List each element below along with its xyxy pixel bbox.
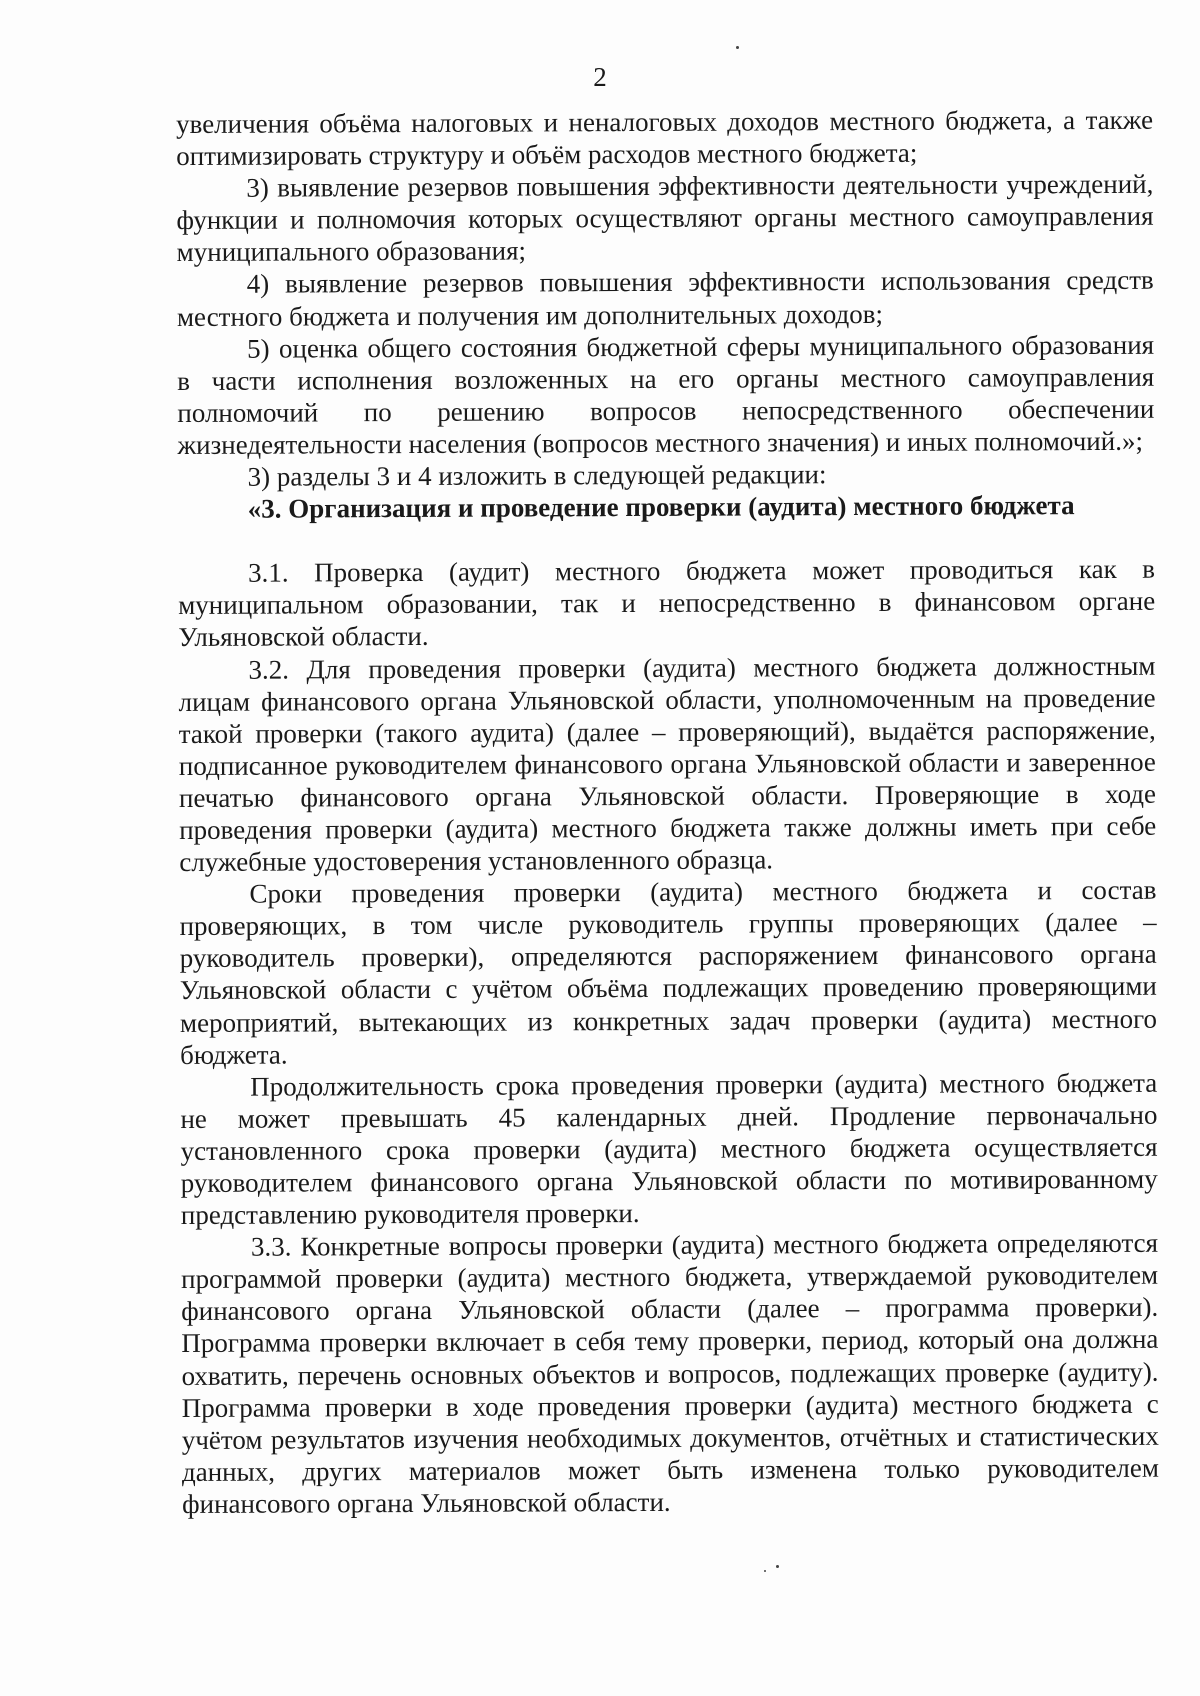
paragraph-continuation: увеличения объёма налоговых и неналоговых доходов местного бюджета, а также оптимизировать структуру и объём расходов местного бюджета; xyxy=(176,104,1154,172)
paragraph-item-3: 3) выявление резервов повышения эффективности деятельности учреждений, функции и полномочия которых осуществляют органы местного самоуправления муниципального образования; xyxy=(176,168,1154,268)
document-body xyxy=(176,104,1159,1520)
scan-speck xyxy=(736,46,739,49)
paragraph-3-2: 3.2. Для проведения проверки (аудита) местного бюджета должностным лицам финансового органа Ульяновской области, уполномоченным на проведение такой проверки (такого аудита) (далее – проверяющий), выдаётся распоряжение, подписанное руководителем финансового органа Ульяновской области и заверенное печатью финансового органа Ульяновской области. Проверяющие в ходе проведения проверки (аудита) местного бюджета также должны иметь при себе служебные удостоверения установленного образца. xyxy=(178,650,1157,878)
paragraph-item-5: 5) оценка общего состояния бюджетной сферы муниципального образования в части исполнения возложенных на его органы местного самоуправления полномочий по решению вопросов непосредственного обеспечении жизнедеятельности населения (вопросов местного значения) и иных полномочий.»; xyxy=(177,329,1155,460)
paragraph-amendment-3: 3) разделы 3 и 4 изложить в следующей редакции: xyxy=(247,459,827,492)
scan-speck xyxy=(776,1565,779,1568)
paragraph-3-2-terms: Сроки проведения проверки (аудита) местного бюджета и состав проверяющих, в том числе руководитель группы проверяющих (далее – руководитель проверки), определяются распоряжением финансового органа Ульяновской области с учётом объёма подлежащих проведению проверяющими мероприятий, вытекающих из конкретных задач проверки (аудита) местного бюджета. xyxy=(179,874,1158,1070)
paragraph-3-2-duration: Продолжительность срока проведения проверки (аудита) местного бюджета не может превышать 45 календарных дней. Продление первоначально установленного срока проверки (аудита) местного бюджета осуществляется руководителем финансового органа Ульяновской области по мотивированному представлению руководителя проверки. xyxy=(180,1067,1158,1231)
section-heading: «3. Организация и проведение проверки (аудита) местного бюджета xyxy=(247,490,1075,524)
paragraph-3-3: 3.3. Конкретные вопросы проверки (аудита) местного бюджета определяются программой проверки (аудита) местного бюджета, утверждаемой руководителем финансового органа Ульяновской области (далее – программа проверки). Программа проверки включает в себя тему проверки, период, который она должна охватить, перечень основных объектов и вопросов, подлежащих проверке (аудиту). Программа проверки в ходе проведения проверки (аудита) местного бюджета с учётом результатов изучения необходимых документов, отчётных и статистических данных, других материалов может быть изменена только руководителем финансового органа Ульяновской области. xyxy=(181,1227,1160,1519)
scan-speck xyxy=(764,1570,766,1572)
paragraph-item-4: 4) выявление резервов повышения эффективности использования средств местного бюджета и получения им дополнительных доходов; xyxy=(176,265,1154,332)
paragraph-3-1: 3.1. Проверка (аудит) местного бюджета может проводиться как в муниципальном образовании, так и непосредственно в финансовом органе Ульяновской области. xyxy=(178,553,1156,653)
page-number: 2 xyxy=(593,62,607,92)
